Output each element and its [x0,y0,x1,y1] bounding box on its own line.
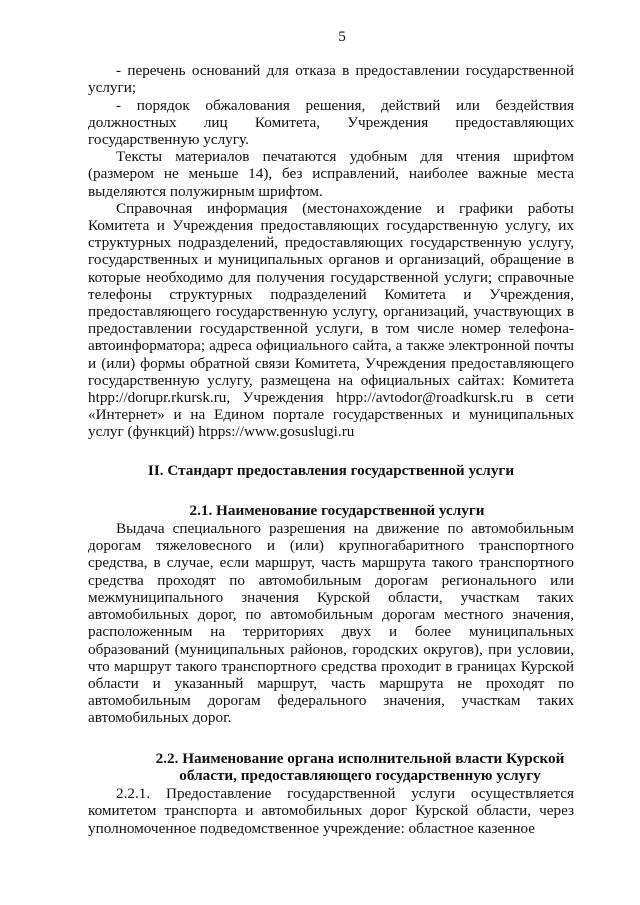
section-2-heading: II. Стандарт предоставления государственной услуги [147,461,515,479]
page-number: 5 [338,28,346,45]
paragraph-font-requirements: Тексты материалов печатаются удобным для чтения шрифтом (размером не меньше 14), без исправлений, наиболее важные места выделяются полужирным шрифтом. [88,148,574,200]
document-page [88,28,574,837]
paragraph-reference-information: Справочная информация (местонахождение и графики работы Комитета и Учреждения предоставляющих государственную услугу, их структурных подразделений, предоставляющих государственную услугу, государственных и муниципальных органов и организаций, обращение в которые необходимо для получения государственной услуги; справочные телефоны структурных подразделений Комитета и Учреждения, предоставляющего государственную услугу, организаций, участвующих в предоставлении государственной услуги, в том числе номер телефона-автоинформатора; адреса официального сайта, а также электронной почты и (или) формы обратной связи Комитета, Учреждения предоставляющего государственную услугу, размещена на официальных сайтах: Комитета htpp://dorupr.rkursk.ru, Учреждения htpp://avtodor@roadkursk.ru в сети «Интернет» и на Едином портале государственных и муниципальных услуг (функций) htpps://www.gosuslugi.ru [88,199,574,441]
bullet-refusal-grounds: - перечень оснований для отказа в предоставлении государственной услуги; [88,62,574,97]
subsection-2-2-1-text: 2.2.1. Предоставление государственной услуги осуществляется комитетом транспорта и автомобильных дорог Курской области, через уполномоченное подведомственное учреждение: областное казенное [88,785,574,837]
bullet-appeal-procedure: - порядок обжалования решения, действий или бездействия должностных лиц Комитета, Учреждения предоставляющих государственную услугу. [88,96,574,149]
subsection-2-2-heading: 2.2. Наименование органа исполнительной власти Курской области, предоставляющего государственную услугу [155,749,565,785]
subsection-2-1-text: Выдача специального разрешения на движение по автомобильным дорогам тяжеловесного и (или) крупногабаритного транспортного средства, в случае, если маршрут, часть маршрута такого транспортного средства проходят по автомобильным дорогам регионального или межмуниципального значения Курской области, участкам таких автомобильных дорог, по автомобильным дорогам местного значения, расположенным на территориях двух и более муниципальных образований (муниципальных районов, городских округов), при условии, что маршрут такого транспортного средства проходит в границах Курской области и указанный маршрут, часть маршрута не проходят по автомобильным дорогам федерального значения, участкам таких автомобильных дорог. [88,520,574,727]
subsection-2-1-heading: 2.1. Наименование государственной услуги [189,501,485,519]
